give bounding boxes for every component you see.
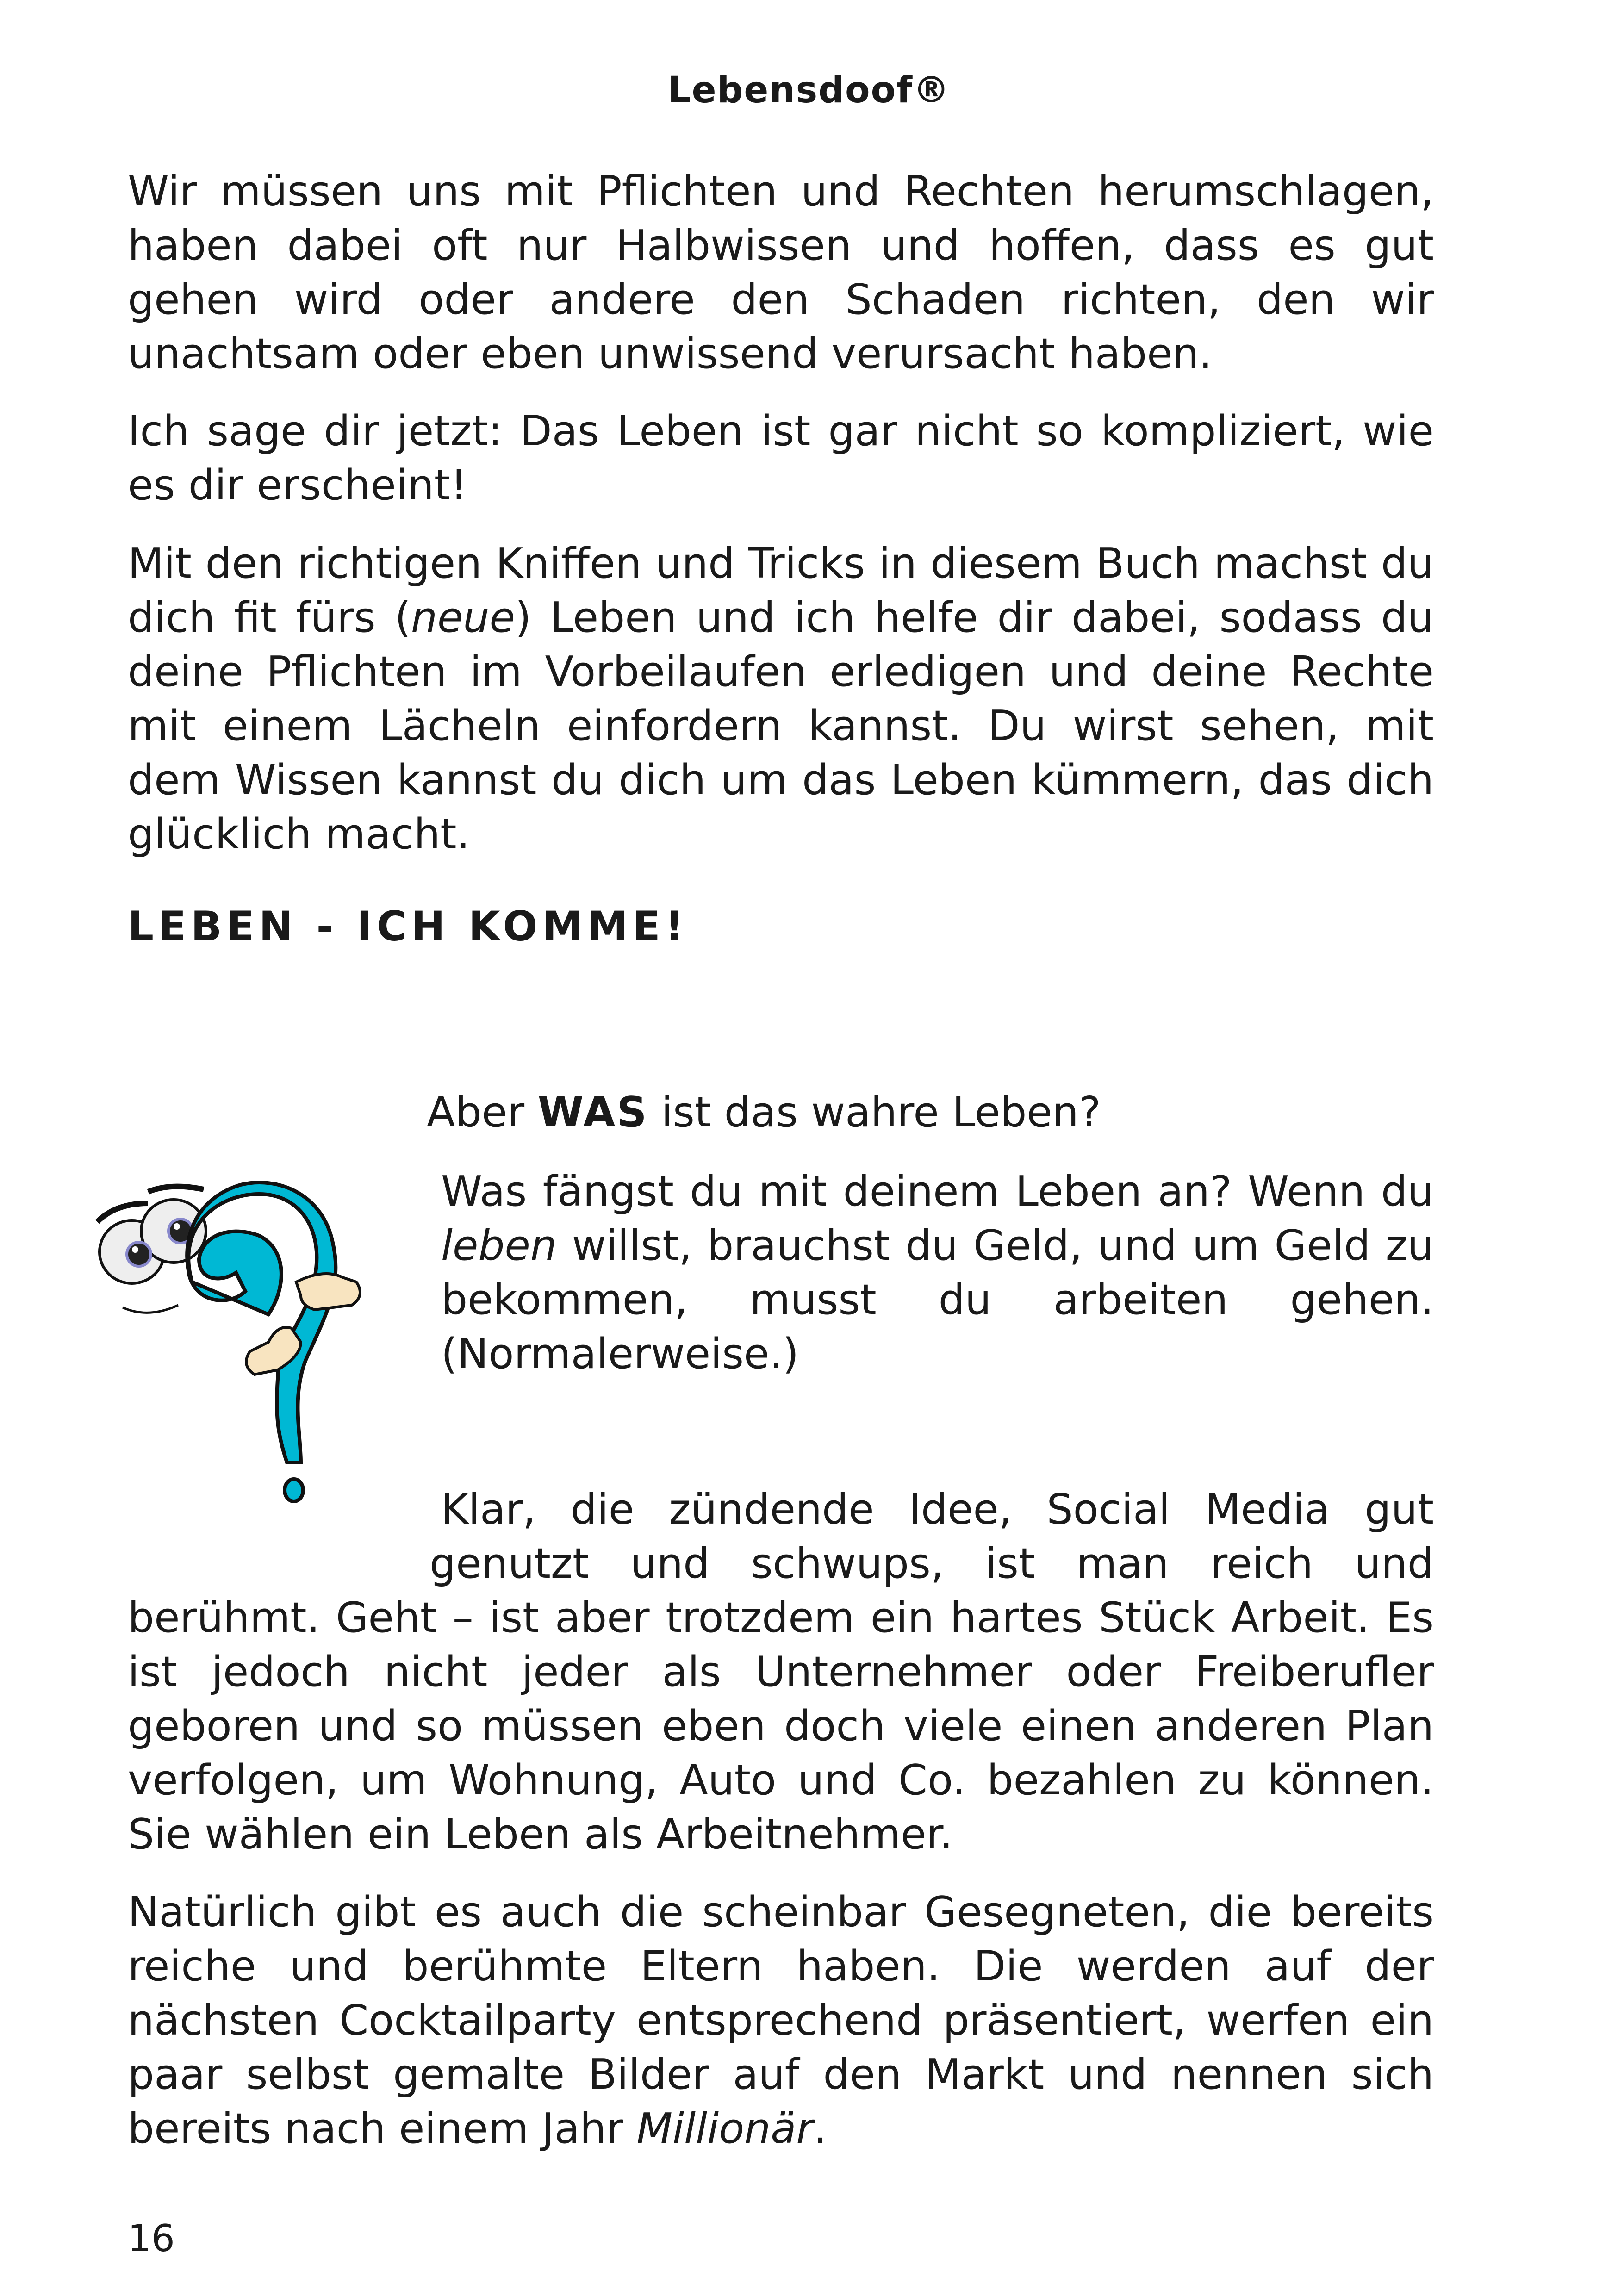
subheading-question	[427, 1085, 1101, 1139]
text: Klar, die zündende Idee, Social Media gut genutzt und schwups, ist man reich und berühmt. Geht – ist aber trotzdem ein hartes Stück Arbeit. Es ist jedoch nicht jeder als Unternehmer oder Freiberufler geboren und so müssen eben doch viele einen anderen Plan verfolgen, um Wohnung, Auto und Co. bezahlen zu können. Sie wählen ein Leben als Arbeitnehmer.	[128, 1485, 1434, 1859]
italic-text: Millionär	[636, 2104, 814, 2153]
paragraph-employee	[128, 1482, 1434, 1861]
text: Mit den richtigen Kniffen und Tricks in diesem Buch machst du dich fit fürs (	[128, 539, 1434, 642]
text: Was fängst du mit deinem Leben an? Wenn du	[441, 1167, 1434, 1216]
float-spacer	[128, 1482, 429, 1591]
bold-text: WAS	[537, 1088, 648, 1137]
paragraph-money	[441, 1164, 1434, 1381]
text: ) Leben und ich helfe dir dabei, sodass du deine Pflichten im Vorbeilaufen erledigen und deine Rechte mit einem Lächeln einfordern kannst. Du wirst sehen, mit dem Wissen kannst du dich um das Leben kümmern, das dich glücklich macht.	[128, 593, 1434, 859]
text: .	[813, 2104, 827, 2153]
text: Aber	[427, 1088, 538, 1137]
text: ist das wahre Leben?	[648, 1088, 1101, 1137]
text: Natürlich gibt es auch die scheinbar Gesegneten, die bereits reiche und berühmte Eltern haben. Die werden auf der nächsten Cocktailparty entsprechend präsentiert, werfen ein paar selbst gemalte Bilder auf den Markt und nennen sich bereits nach einem Jahr	[128, 1888, 1434, 2153]
running-title: Lebensdoof®	[667, 69, 951, 111]
paragraph-intro: Wir müssen uns mit Pflichten und Rechten herumschlagen, haben dabei oft nur Halbwissen und hoffen, dass es gut gehen wird oder andere den Schaden richten, den wir unachtsam oder eben unwissend verursacht haben.	[128, 167, 1434, 378]
paragraph-life-simple: Ich sage dir jetzt: Das Leben ist gar nicht so kompliziert, wie es dir erscheint!	[128, 407, 1434, 510]
section-heading: LEBEN - ICH KOMME!	[128, 902, 688, 950]
paragraph-blessed	[128, 1885, 1434, 2156]
text: willst, brauchst du Geld, und um Geld zu bekommen, musst du arbeiten gehen. (Normalerweise.)	[441, 1221, 1434, 1378]
page-number: 16	[128, 2217, 175, 2260]
italic-text: leben	[441, 1221, 557, 1270]
paragraph-tricks	[128, 536, 1434, 861]
italic-text: neue	[411, 593, 515, 642]
question-mark-icon	[187, 1182, 336, 1501]
question-mark-illustration	[83, 1157, 407, 1509]
